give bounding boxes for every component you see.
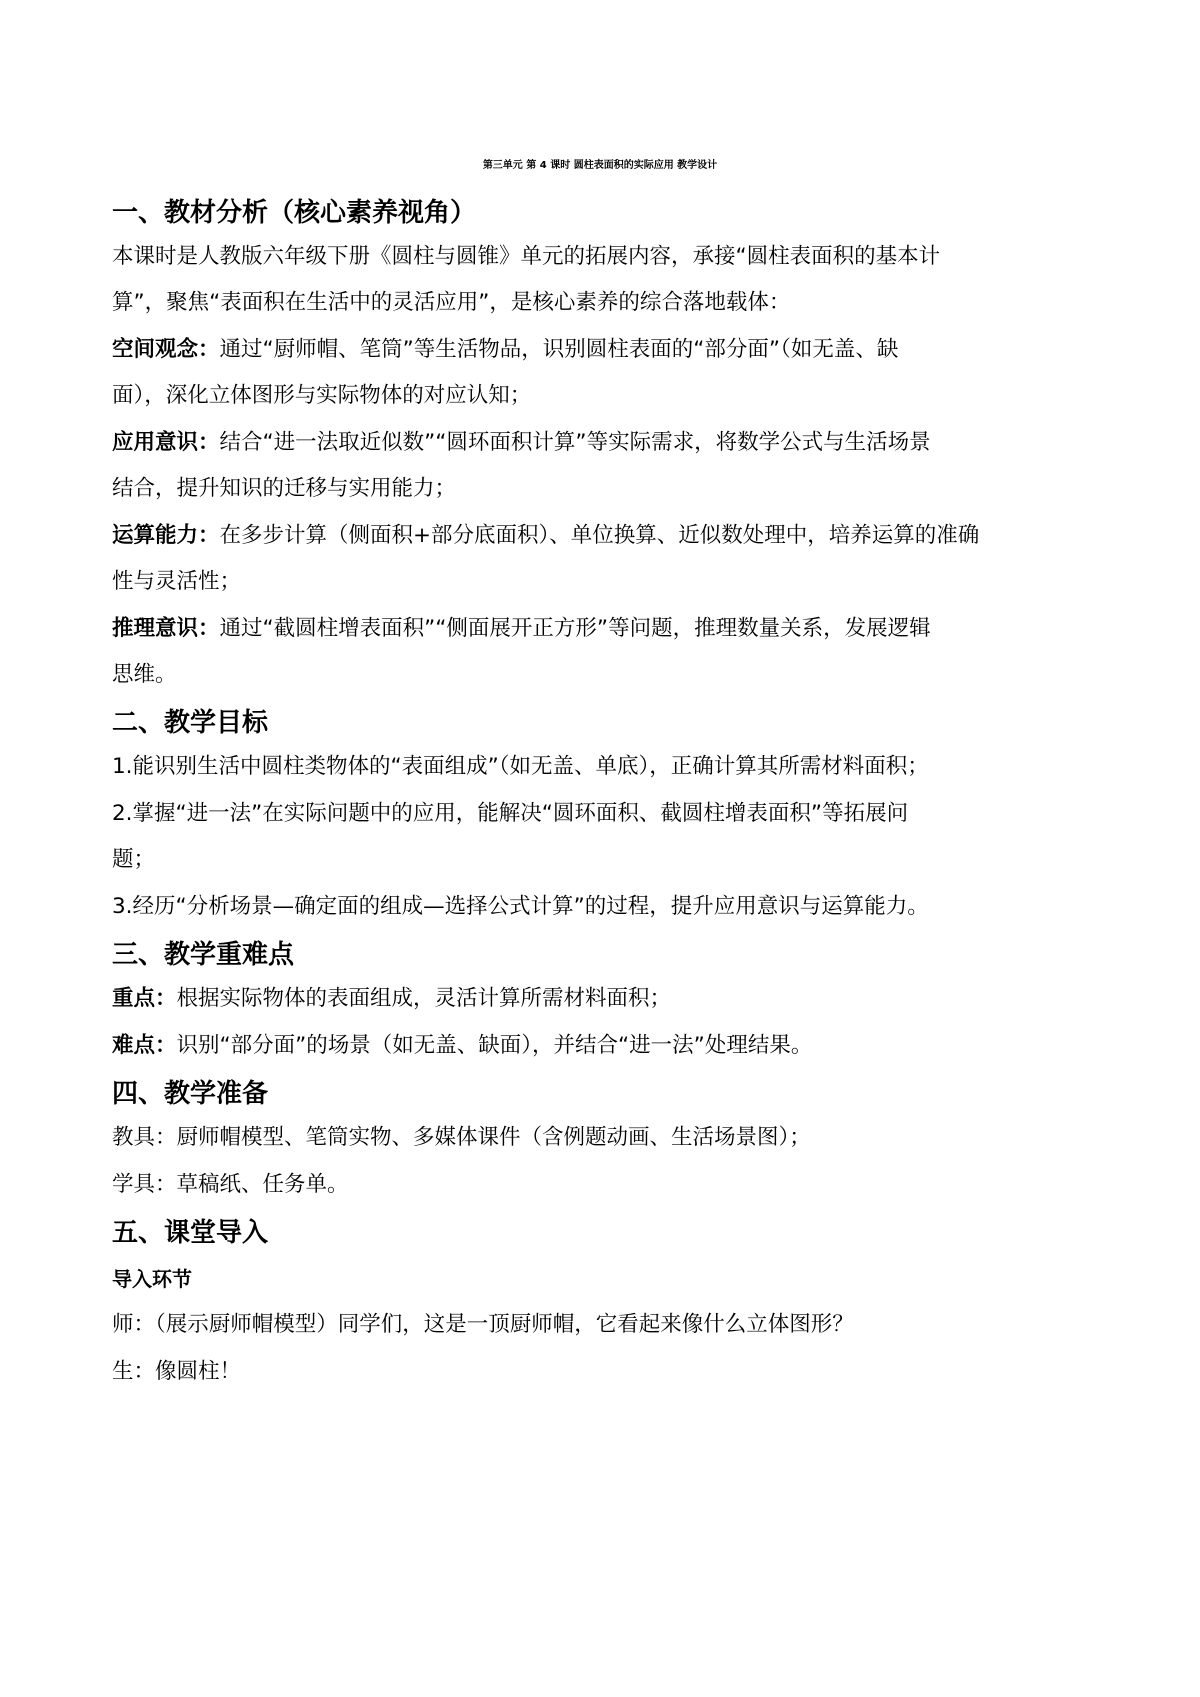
goal-item-2-line2: 题； — [112, 847, 156, 872]
subheading-intro-step: 导入环节 — [112, 1267, 192, 1291]
paragraph-spatial-line2: 面），深化立体图形与实际物体的对应认知； — [112, 383, 532, 408]
paragraph-reasoning-line2: 思维。 — [112, 662, 177, 687]
label-spatial: 空间观念： — [112, 337, 220, 362]
section-heading-key-points: 三、教学重难点 — [112, 940, 295, 970]
section-heading-analysis: 一、教材分析（核心素养视角） — [112, 198, 477, 228]
text-computation: 在多步计算（侧面积+部分底面积）、单位换算、近似数处理中，培养运算的准确 — [219, 523, 980, 548]
paragraph-reasoning-line1 — [112, 614, 931, 644]
paragraph-computation-line2: 性与灵活性； — [112, 569, 242, 594]
student-materials: 学具：草稿纸、任务单。 — [112, 1172, 349, 1197]
label-key: 重点： — [112, 986, 177, 1011]
label-difficult: 难点： — [112, 1033, 177, 1058]
text-application: 结合“进一法取近似数”“圆环面积计算”等实际需求，将数学公式与生活场景 — [219, 430, 931, 455]
section-heading-preparation: 四、教学准备 — [112, 1079, 269, 1109]
goal-item-2-line1: 2.掌握“进一法”在实际问题中的应用，能解决“圆环面积、截圆柱增表面积”等拓展问 — [112, 801, 909, 826]
text-key: 根据实际物体的表面组成，灵活计算所需材料面积； — [176, 986, 672, 1011]
document-title: 第三单元 第 4 课时 圆柱表面积的实际应用 教学设计 — [482, 160, 718, 171]
label-reasoning: 推理意识： — [112, 616, 220, 641]
teacher-materials: 教具：厨师帽模型、笔筒实物、多媒体课件（含例题动画、生活场景图）； — [112, 1125, 811, 1150]
section-heading-introduction: 五、课堂导入 — [112, 1218, 269, 1248]
text-difficult: 识别“部分面”的场景（如无盖、缺面），并结合“进一法”处理结果。 — [176, 1033, 813, 1058]
dialogue-student: 生：像圆柱！ — [112, 1359, 242, 1384]
paragraph-application-line1 — [112, 428, 931, 458]
paragraph-spatial-line1 — [112, 335, 898, 365]
goal-item-1: 1.能识别生活中圆柱类物体的“表面组成”（如无盖、单底），正确计算其所需材料面积； — [112, 754, 929, 779]
label-computation: 运算能力： — [112, 523, 220, 548]
section-heading-goals: 二、教学目标 — [112, 708, 269, 738]
paragraph-application-line2: 结合，提升知识的迁移与实用能力； — [112, 476, 457, 501]
paragraph-intro-line2: 算”，聚焦“表面积在生活中的灵活应用”，是核心素养的综合落地载体： — [112, 290, 791, 315]
label-application: 应用意识： — [112, 430, 220, 455]
key-point — [112, 984, 671, 1014]
paragraph-computation-line1 — [112, 521, 979, 551]
goal-item-3: 3.经历“分析场景—确定面的组成—选择公式计算”的过程，提升应用意识与运算能力。 — [112, 894, 929, 919]
difficult-point — [112, 1031, 812, 1061]
text-reasoning: 通过“截圆柱增表面积”“侧面展开正方形”等问题，推理数量关系，发展逻辑 — [219, 616, 931, 641]
dialogue-teacher: 师：（展示厨师帽模型）同学们，这是一顶厨师帽，它看起来像什么立体图形？ — [112, 1312, 854, 1337]
paragraph-intro-line1: 本课时是人教版六年级下册《圆柱与圆锥》单元的拓展内容，承接“圆柱表面积的基本计 — [112, 244, 941, 269]
text-spatial: 通过“厨师帽、笔筒”等生活物品，识别圆柱表面的“部分面”（如无盖、缺 — [219, 337, 899, 362]
